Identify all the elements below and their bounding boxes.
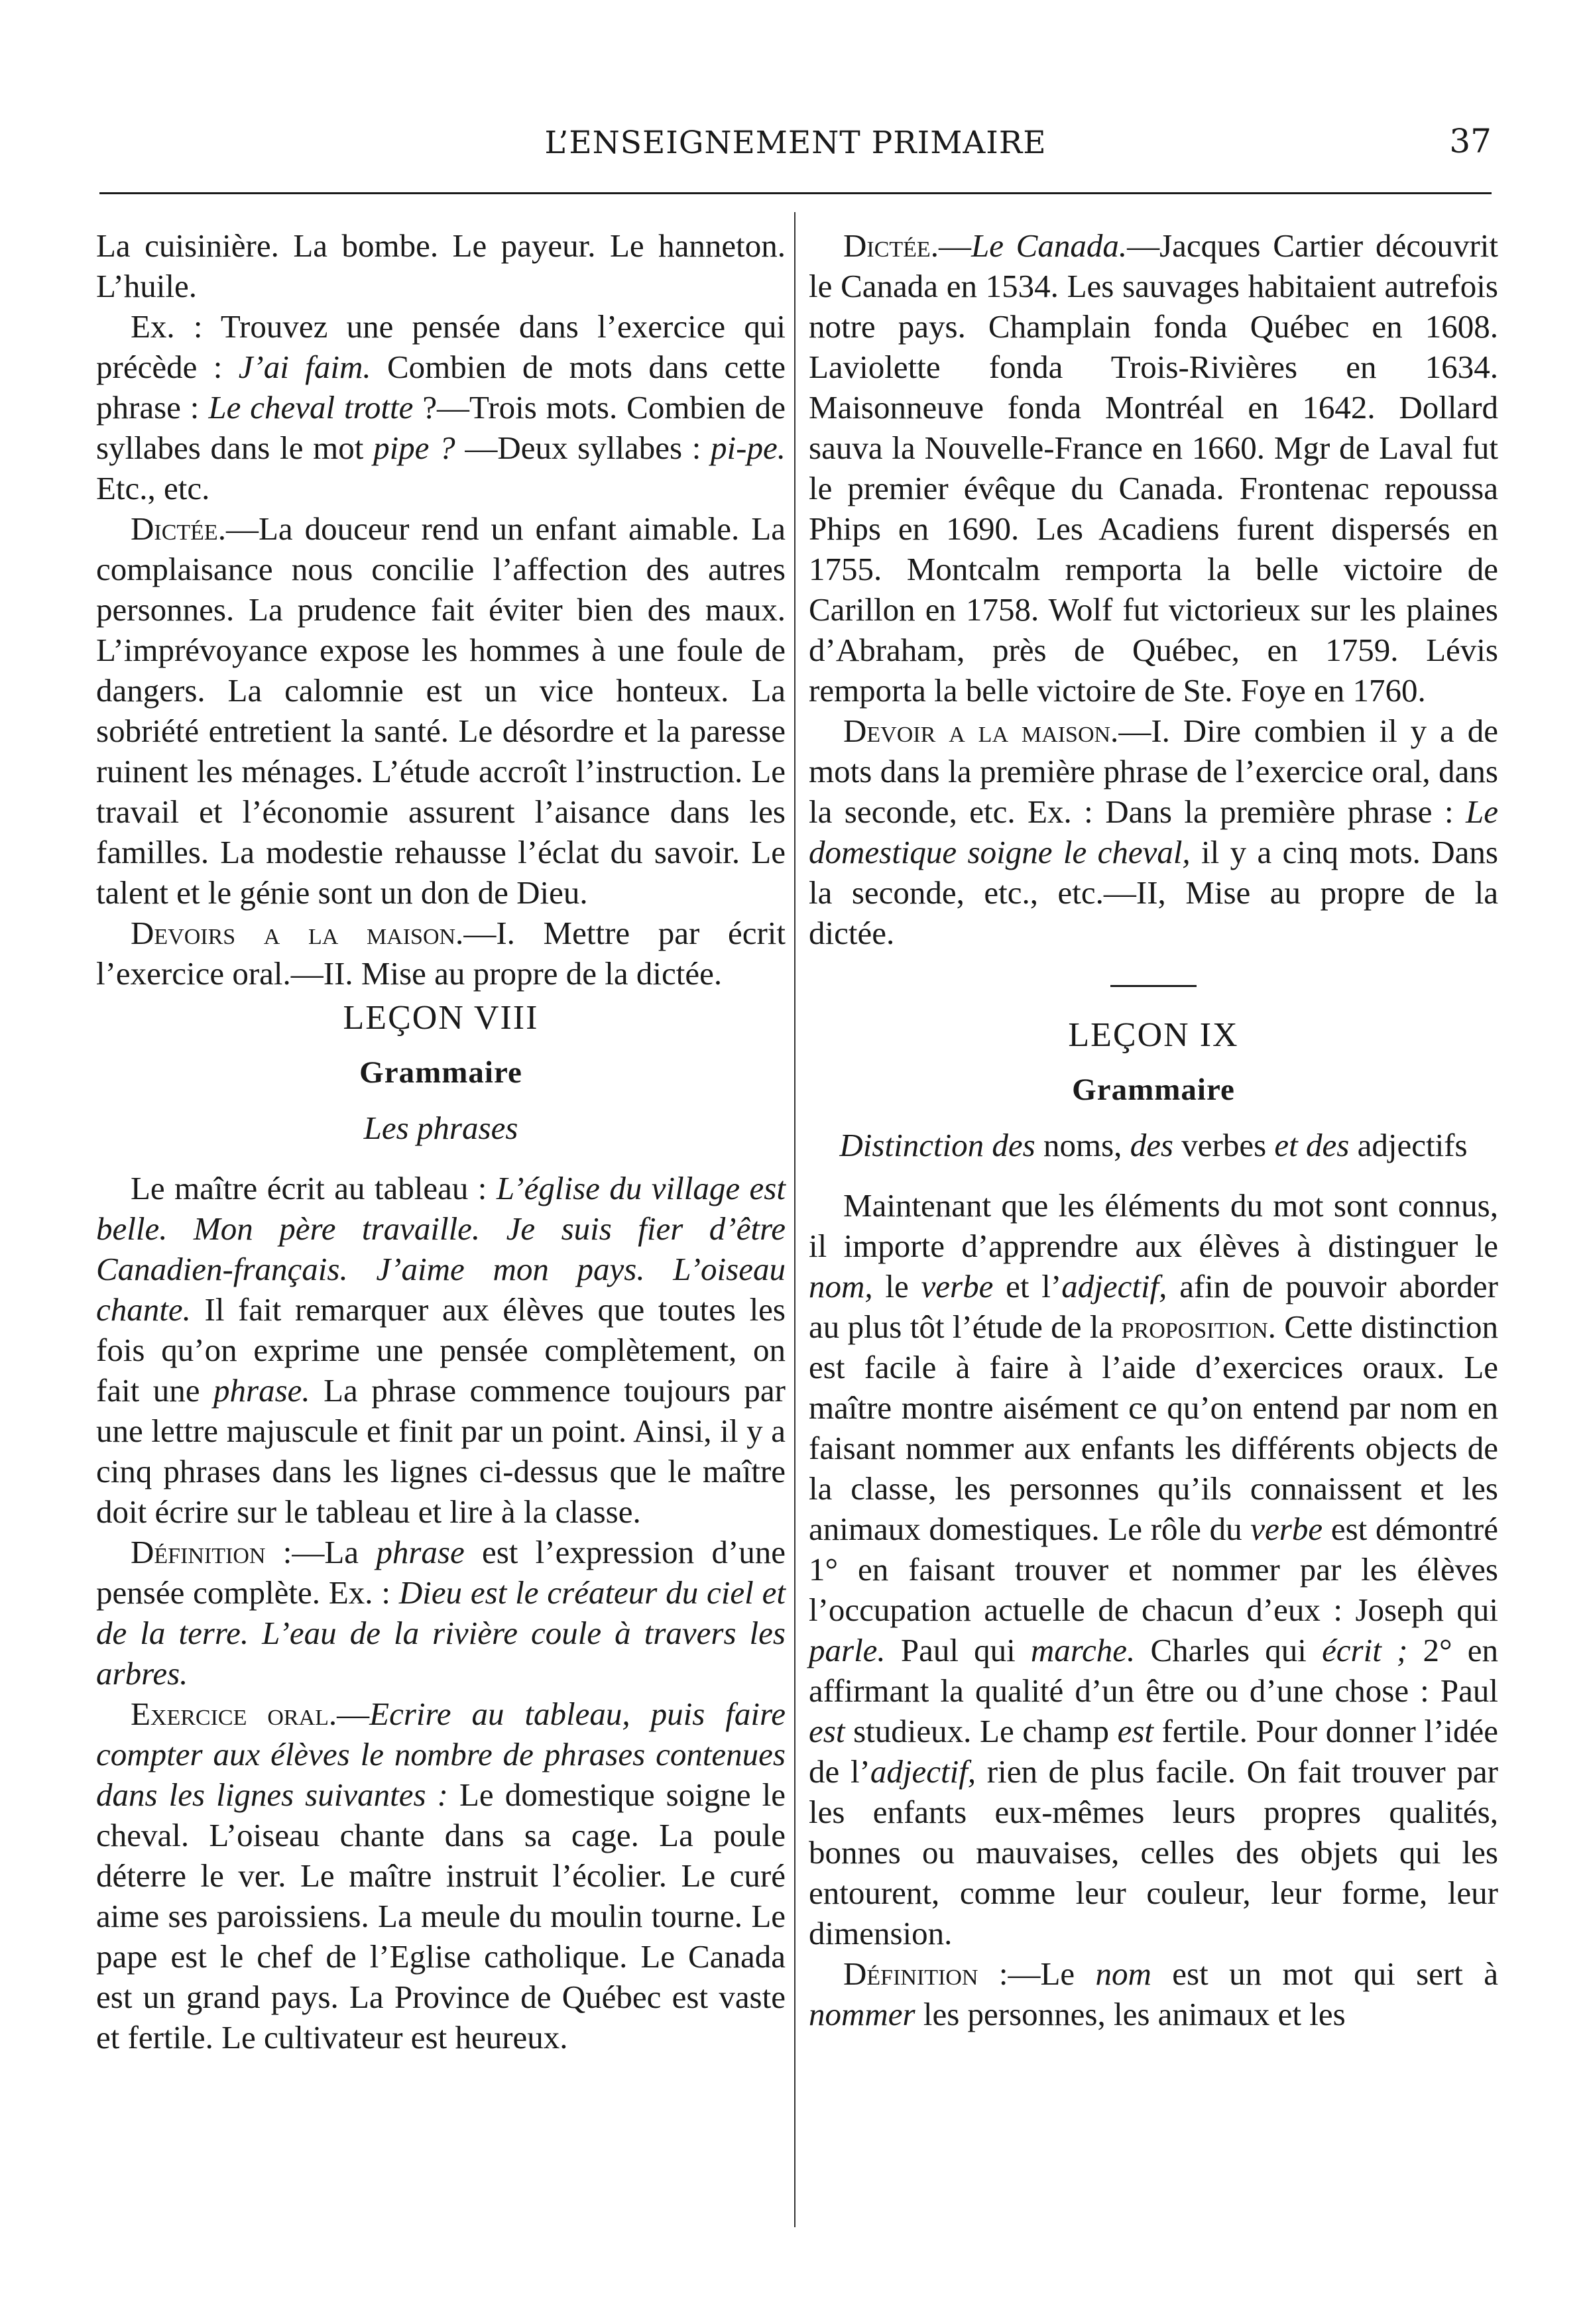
dictee-canada-paragraph [809, 225, 1498, 711]
dictee-paragraph [96, 508, 786, 913]
text-run: fertile. Pour donner l’idée de l’ [809, 1713, 1498, 1790]
italic-run: est [1117, 1713, 1154, 1749]
devoirs-text: —I. Mettre par écrit l’exercice oral.—II. Mise au propre de la dictée. [96, 915, 786, 992]
lesson-subject [809, 1125, 1498, 1165]
text-run: —I. Dire combien il y a de mots dans la première phrase de l’exercice oral, dans la seconde, etc. Ex. : Dans la première phrase : [809, 713, 1498, 830]
italic-run: adjectif, [1061, 1268, 1167, 1305]
italic-run: Le Canada. [971, 227, 1128, 264]
italic-run: Le cheval trotte [208, 389, 414, 426]
text-run: il y a cinq mots. Dans la seconde, etc., etc.—II, Mise au propre de la dictée. [809, 834, 1498, 951]
text-run: est démontré 1° en faisant trouver et nommer par les élèves l’occupation actuelle de chacun d’eux : Joseph qui [809, 1511, 1498, 1628]
italic-run: écrit ; [1322, 1632, 1408, 1668]
left-column [96, 225, 786, 2058]
smallcaps-run: proposition. [1121, 1308, 1276, 1345]
page-header [99, 113, 1492, 166]
devoirs-paragraph [96, 913, 786, 994]
text-run: — [938, 227, 971, 264]
text-run: Maintenant que les éléments du mot sont connus, il importe d’apprendre aux élèves à distinguer le [809, 1187, 1498, 1264]
devoir-paragraph [809, 711, 1498, 953]
right-column [809, 225, 1498, 2034]
italic-run: Distinction des [839, 1127, 1035, 1163]
text-run: :—La [265, 1534, 377, 1570]
definition-label: Définition [843, 1955, 978, 1992]
italic-run: nom [1095, 1955, 1151, 1992]
text-run: Charles qui [1135, 1632, 1323, 1668]
text-run: rien de plus facile. On fait trouver par les enfants eux-mêmes leurs propres qualités, bonnes ou mauvaises, celles des objets qui les entourent, comme leur couleur, leur forme, leur dimension. [809, 1753, 1498, 1951]
text-run: Combien de mots dans cette phrase : [96, 349, 786, 426]
italic-run: et des [1274, 1127, 1350, 1163]
dictee-label: Dictée. [843, 227, 939, 264]
text-run: — [337, 1696, 370, 1732]
lesson-subject: Les phrases [363, 1110, 518, 1146]
text-run: est un mot qui sert à [1151, 1955, 1498, 1992]
lesson-title-ix: LEÇON IX [1068, 1016, 1239, 1054]
text-run: :—Le [978, 1955, 1096, 1992]
italic-run: verbe [1250, 1511, 1323, 1547]
italic-run: adjectif, [870, 1753, 976, 1790]
text-run: adjectifs [1349, 1127, 1468, 1163]
italic-run: Le domestique soigne le cheval, [809, 793, 1498, 870]
running-head: L’ENSEIGNEMENT PRIMAIRE [544, 125, 1047, 161]
text-run: Cette distinction est facile à faire à l’aide d’exercices oraux. Le maître montre aisément ce qu’on entend par nom en faisant nommer aux enfants les différents objects de la classe, les personnes qu’ils connaissent et les animaux domestiques. Le rôle du [809, 1308, 1499, 1547]
example-paragraph [96, 306, 786, 508]
intro-paragraph: La cuisinière. La bombe. Le payeur. Le hanneton. L’huile. [96, 227, 786, 304]
dictee-label: Dictée. [131, 510, 226, 547]
text-run: noms, [1035, 1127, 1130, 1163]
italic-run: Ecrire au tableau, puis faire compter aux élèves le nombre de phrases contenues dans les lignes suivantes : [96, 1696, 786, 1813]
italic-run: des [1130, 1127, 1174, 1163]
devoirs-label: Devoirs a la maison. [131, 915, 464, 951]
text-run: Il fait remarquer aux élèves que toutes les fois qu’on exprime une pensée complètement, on fait une [96, 1291, 786, 1409]
italic-run: pi-pe. [711, 430, 786, 466]
italic-run: phrase [376, 1534, 465, 1570]
italic-run: marche. [1030, 1632, 1136, 1668]
text-run: Le domestique soigne le cheval. L’oiseau chante dans sa cage. La poule déterre le ver. Le maître instruit l’écolier. Le curé aime ses paroissiens. La meule du moulin tourne. Le pape est le chef de l’Eglise catholique. Le Canada est un grand pays. La Province de Québec est vaste et fertile. Le cultivateur est heureux. [96, 1776, 786, 2056]
text-run: le [872, 1268, 921, 1305]
example-label: Ex. : [131, 308, 203, 345]
column-divider [794, 212, 795, 2227]
text-run: et l’ [993, 1268, 1062, 1305]
italic-run: parle. [809, 1632, 886, 1668]
page-number: 37 [1449, 122, 1492, 160]
maintenant-paragraph [809, 1185, 1498, 1953]
text-run: ?—Trois mots. Combien de syllabes dans le mot [96, 389, 786, 466]
text-run: afin de pouvoir aborder au plus tôt l’étude de la [809, 1268, 1498, 1345]
dictee-text: —La douceur rend un enfant aimable. La complaisance nous concilie l’affection des autres personnes. La prudence fait éviter bien des maux. L’imprévoyance expose les hommes à une foule de dangers. La calomnie est un vice honteux. La sobriété entretient la santé. Le désordre et la paresse ruinent les ménages. L’étude accroît l’instruction. Le travail et l’économie assurent l’aisance dans les familles. La modestie rehausse l’éclat du savoir. Le talent et le génie sont un don de Dieu. [96, 510, 786, 911]
italic-run: nommer [809, 1996, 915, 2032]
exercice-oral-paragraph [96, 1694, 786, 2058]
italic-run: L’église du village est belle. Mon père travaille. Je suis fier d’être Canadien-français. J’aime mon pays. L’oiseau chante. [96, 1170, 786, 1328]
devoir-label: Devoir a la maison. [843, 713, 1119, 749]
text-run: Etc., etc. [96, 470, 210, 506]
italic-run: nom, [809, 1268, 873, 1305]
text-run: 2° en affirmant la qualité d’un être ou d’une chose : Paul [809, 1632, 1499, 1709]
italic-run: phrase. [213, 1372, 310, 1409]
definition-paragraph [809, 1953, 1498, 2034]
text-run: —Jacques Cartier découvrit le Canada en 1534. Les sauvages habitaient autrefois notre pays. Champlain fonda Québec en 1608. Laviolette fonda Trois-Rivières en 1634. Maisonneuve fonda Montréal en 1642. Dollard sauva la Nouvelle-France en 1660. Mgr de Laval fut le premier évêque du Canada. Frontenac repoussa Phips en 1690. Les Acadiens furent dispersés en 1755. Montcalm remporta la belle victoire de Carillon en 1758. Wolf fut victorieux sur les plaines d’Abraham, près de Québec, en 1759. Lévis remporta la belle victoire de Ste. Foye en 1760. [809, 227, 1499, 709]
italic-run: pipe ? [373, 430, 455, 466]
section-rule [1110, 985, 1197, 987]
section-title-grammaire: Grammaire [1072, 1073, 1235, 1107]
text-run: est l’expression d’une pensée complète. Ex. : [96, 1534, 786, 1611]
text-run: les personnes, les animaux et les [915, 1996, 1346, 2032]
text-run: Le maître écrit au tableau : [131, 1170, 497, 1206]
text-run: La phrase commence toujours par une lettre majuscule et finit par un point. Ainsi, il y a cinq phrases dans les lignes ci-dessus que le maître doit écrire sur le tableau et lire à la classe. [96, 1372, 786, 1530]
text-run: studieux. Le champ [845, 1713, 1118, 1749]
definition-paragraph [96, 1532, 786, 1694]
text-run: —Deux syllabes : [455, 430, 711, 466]
exercice-oral-label: Exercice oral. [131, 1696, 337, 1732]
italic-run: J’ai faim. [238, 349, 371, 385]
text-run: Paul qui [885, 1632, 1031, 1668]
definition-label: Définition [131, 1534, 266, 1570]
section-title-grammaire: Grammaire [359, 1055, 522, 1090]
italic-run: est [809, 1713, 845, 1749]
header-rule [99, 192, 1492, 194]
text-run: verbes [1173, 1127, 1275, 1163]
maitre-paragraph [96, 1168, 786, 1532]
text-run: Trouvez une pensée dans l’exercice qui précède : [96, 308, 786, 385]
lesson-title-viii: LEÇON VIII [343, 999, 539, 1037]
italic-run: verbe [921, 1268, 994, 1305]
italic-run: Dieu est le créateur du ciel et de la terre. L’eau de la rivière coule à travers les arbres. [96, 1574, 786, 1692]
